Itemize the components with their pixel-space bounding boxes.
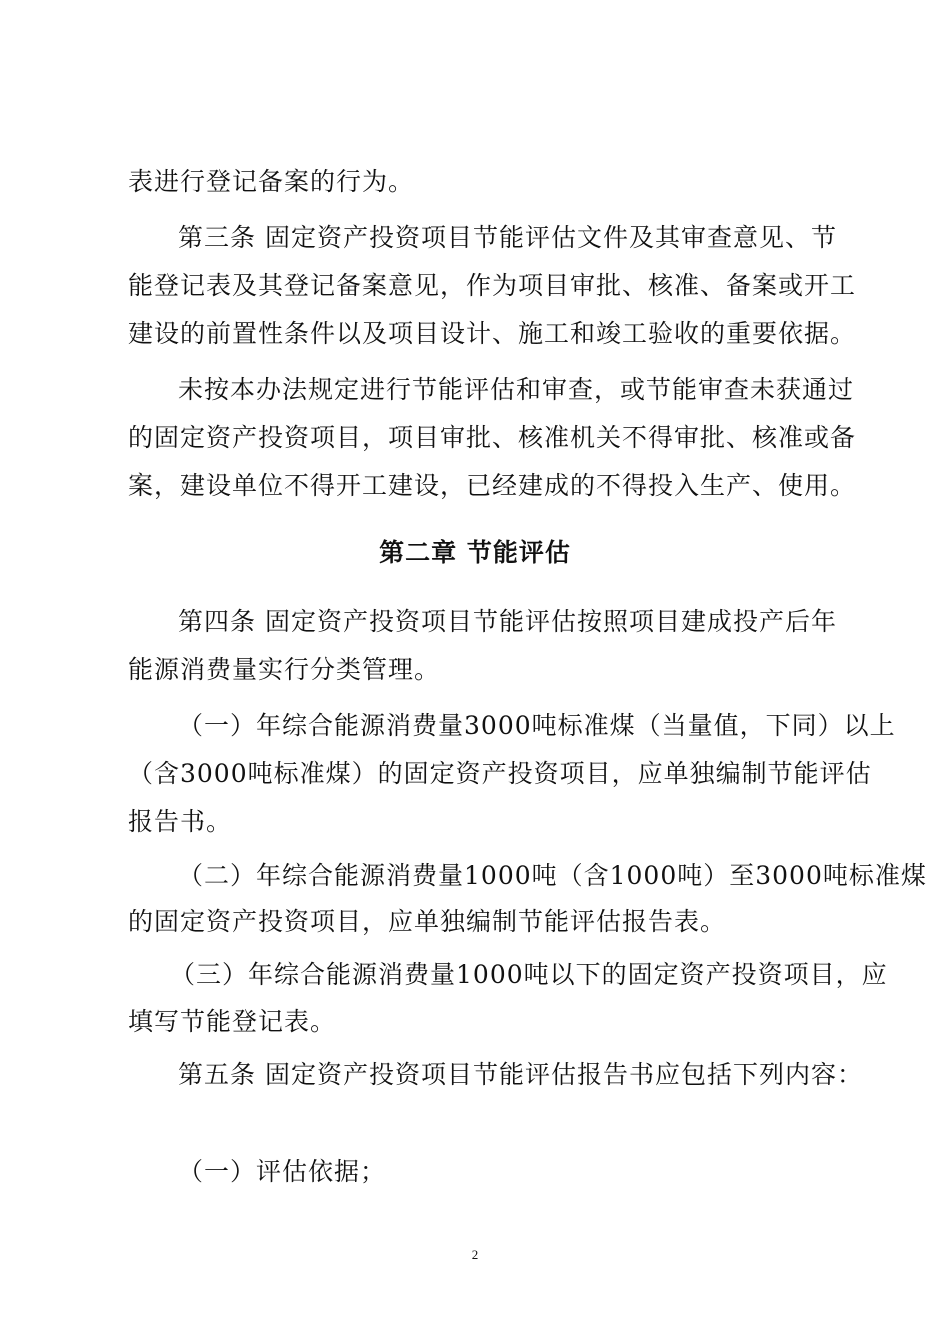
article-5-line: 第五条 固定资产投资项目节能评估报告书应包括下列内容： [178, 1060, 863, 1089]
page-number: 2 [471, 1247, 479, 1262]
item-1-line: （含3000吨标准煤）的固定资产投资项目，应单独编制节能评估 [128, 759, 872, 788]
article-4-line: 第四条 固定资产投资项目节能评估按照项目建成投产后年 [178, 607, 837, 636]
item-1-line: （一）年综合能源消费量3000吨标准煤（当量值，下同）以上 [178, 711, 896, 740]
text-line: 表进行登记备案的行为。 [128, 167, 415, 196]
item-3-line: 填写节能登记表。 [128, 1007, 337, 1036]
item-2-line: 的固定资产投资项目，应单独编制节能评估报告表。 [128, 907, 727, 936]
chapter-heading: 第二章 节能评估 [379, 538, 571, 567]
article-3-line: 能登记表及其登记备案意见，作为项目审批、核准、备案或开工 [128, 271, 857, 300]
item-3-line: （三）年综合能源消费量1000吨以下的固定资产投资项目，应 [170, 960, 888, 989]
article-3-line: 第三条 固定资产投资项目节能评估文件及其审查意见、节 [178, 223, 837, 252]
article-3-line: 建设的前置性条件以及项目设计、施工和竣工验收的重要依据。 [128, 319, 857, 348]
item-2-line: （二）年综合能源消费量1000吨（含1000吨）至3000吨标准煤 [178, 861, 927, 890]
article-5-item-1: （一）评估依据； [178, 1157, 387, 1186]
article-4-line: 能源消费量实行分类管理。 [128, 655, 441, 684]
paragraph-line: 案，建设单位不得开工建设，已经建成的不得投入生产、使用。 [128, 471, 857, 500]
paragraph-line: 未按本办法规定进行节能评估和审查，或节能审查未获通过 [178, 375, 855, 404]
item-1-line: 报告书。 [128, 807, 233, 836]
paragraph-line: 的固定资产投资项目，项目审批、核准机关不得审批、核准或备 [128, 423, 857, 452]
